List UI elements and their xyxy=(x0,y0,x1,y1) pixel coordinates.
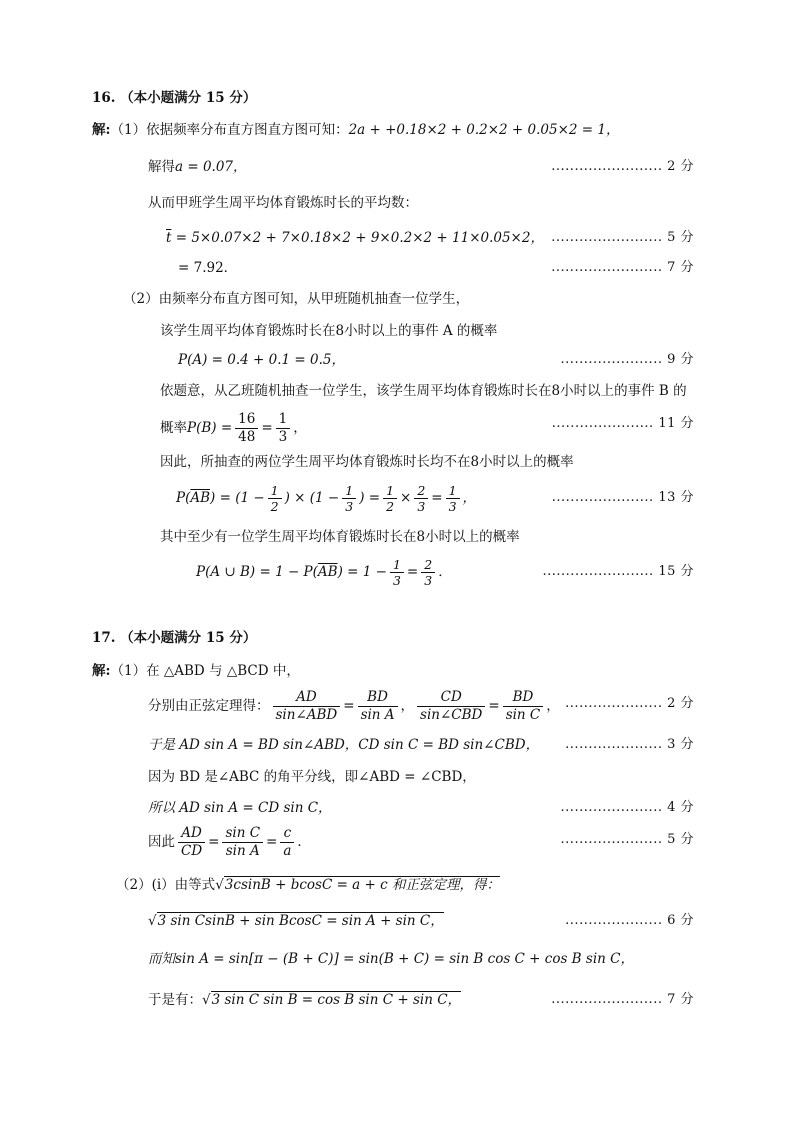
q16-solve-label: 解得 xyxy=(148,159,175,175)
q16-mean-symbol: $\overline{t}$ xyxy=(166,230,172,246)
q16-eventA-line: 该学生周平均体育锻炼时长在8小时以上的事件 A 的概率 xyxy=(160,323,498,339)
q16-score-9: ...................... 9 分 xyxy=(560,352,694,367)
q16-part1-equation: 2a + +0.18×2 + 0.2×2 + 0.05×2 = 1， xyxy=(348,122,620,138)
q16-mean-intro: 从而甲班学生周平均体育锻炼时长的平均数： xyxy=(148,195,418,211)
q17-solution-label: 解: xyxy=(92,663,111,679)
q16-solve-equation: a = 0.07， xyxy=(175,159,247,175)
q16-PB-line: 概率P(B) = $\frac{16}{48}$ = $\frac{1}{3}$ ， xyxy=(160,411,307,445)
q16-part1-intro: （1）依据频率分布直方图直方图可知： xyxy=(110,122,349,138)
q17-part2-line: （2）(i）由等式√3csinB + bcosC = a + c 和正弦定理，得： xyxy=(116,877,500,893)
q16-PB-label: 概率 xyxy=(160,420,187,436)
q17-score-7: ........................ 7 分 xyxy=(551,992,694,1007)
q17-score-5: ...................... 5 分 xyxy=(560,832,694,847)
q16-PA-equation: P(A) = 0.4 + 0.1 = 0.5， xyxy=(178,352,345,368)
q16-solve-line xyxy=(148,157,247,177)
q17-sub-equation: 3 sin CsinB + sin BcosC = sin A + sin C， xyxy=(157,913,444,929)
q16-score-2: ........................ 2 分 xyxy=(551,159,694,174)
q17-then-line: 于是 AD sin A = BD sin∠ABD，CD sin C = BD sin∠CBD， xyxy=(148,737,540,753)
q16-mean-line xyxy=(166,228,544,248)
q17-header: 17. （本小题满分 15 分） xyxy=(92,630,257,646)
q16-score-11: ...................... 11 分 xyxy=(551,416,694,431)
q16-header: 16. （本小题满分 15 分） xyxy=(92,90,257,106)
q17-part1-line xyxy=(92,661,300,681)
q17-part2-intro-a: （2）(i）由等式 xyxy=(116,877,216,893)
q16-solution-label: 解: xyxy=(92,122,111,138)
q17-bisect-line: 因为 BD 是∠ABC 的角平分线，即∠ABD = ∠CBD， xyxy=(148,769,476,785)
q16-atleast-line: 其中至少有一位学生周平均体育锻炼时长在8小时以上的概率 xyxy=(160,529,520,545)
q16-part1-line xyxy=(92,120,619,140)
q17-hence-label: 因此 xyxy=(148,834,175,850)
q16-part2-intro: （2）由频率分布直方图可知，从甲班随机抽查一位学生， xyxy=(123,291,470,307)
q17-hence-line: 因此 $\frac{AD}{CD}$ = $\frac{\text{sin C}}{\text{sin A}}$ = $\frac{c}{a}$ ． xyxy=(148,825,311,859)
q16-score-13: ...................... 13 分 xyxy=(551,490,694,505)
q17-know-line: 而知sin A = sin[π − (B + C)] = sin(B + C) = sin B cos C + cos B sin C， xyxy=(148,951,634,967)
q16-score-15: ........................ 15 分 xyxy=(542,564,694,579)
q17-part1-intro: （1）在 △ABD 与 △BCD 中， xyxy=(110,663,300,679)
q17-score-3: ..................... 3 分 xyxy=(565,737,694,752)
q16-neither-line: 因此，所抽查的两位学生周平均体育锻炼时长均不在8小时以上的概率 xyxy=(160,454,574,470)
q17-have-line: 于是有：√3 sin C sin B = cos B sin C + sin C， xyxy=(148,992,462,1008)
q16-score-5: ........................ 5 分 xyxy=(551,230,694,245)
q17-score-4: ...................... 4 分 xyxy=(560,800,694,815)
q16-PAuB-equation: P(A ∪ $B) = 1 - P(\overline{AB}) = 1$ − $\frac{1}{3}$ = $\frac{2}{3}$ ． xyxy=(196,557,452,588)
q17-sub-line: √3 sin CsinB + sin BcosC = sin A + sin C， xyxy=(148,913,444,929)
q16-score-7: ........................ 7 分 xyxy=(551,260,694,275)
q17-law-line: 分别由正弦定理得： $\frac{AD}{\text{sin∠ABD}}$ = $\frac{BD}{\text{sin A}}$ ， $\frac{CD}{\text{sin∠CBD}}$ = $\frac{BD}{\text{sin C}}$ ， xyxy=(148,689,560,723)
q17-have-label: 于是有： xyxy=(148,992,202,1008)
q16-eventB-line: 依题意，从乙班随机抽查一位学生，该学生周平均体育锻炼时长在8小时以上的事件 B 的 xyxy=(160,383,687,399)
q16-mean-result: = 7.92． xyxy=(178,260,238,276)
q16-mean-equation: = 5×0.07×2 + 7×0.18×2 + 9×0.2×2 + 11×0.05×2， xyxy=(175,230,544,246)
q16-PnotAB-equation: $P(\overline{AB}) = (1$ − $\frac{1}{2}$ ) × (1 − $\frac{1}{3}$ ) = $\frac{1}{2}$ × $\frac{2}{3}$ = $\frac{1}{3}$ ， xyxy=(176,483,477,514)
q17-score-2: ..................... 2 分 xyxy=(565,696,694,711)
q17-have-equation: 3 sin C sin B = cos B sin C + sin C， xyxy=(211,992,462,1008)
q17-law-label: 分别由正弦定理得： xyxy=(148,698,270,714)
q17-so-line: 所以 AD sin A = CD sin C， xyxy=(148,800,332,816)
q17-score-6: ..................... 6 分 xyxy=(565,913,694,928)
q17-part2-intro-b: 3csinB + bcosC = a + c 和正弦定理，得： xyxy=(224,877,500,893)
